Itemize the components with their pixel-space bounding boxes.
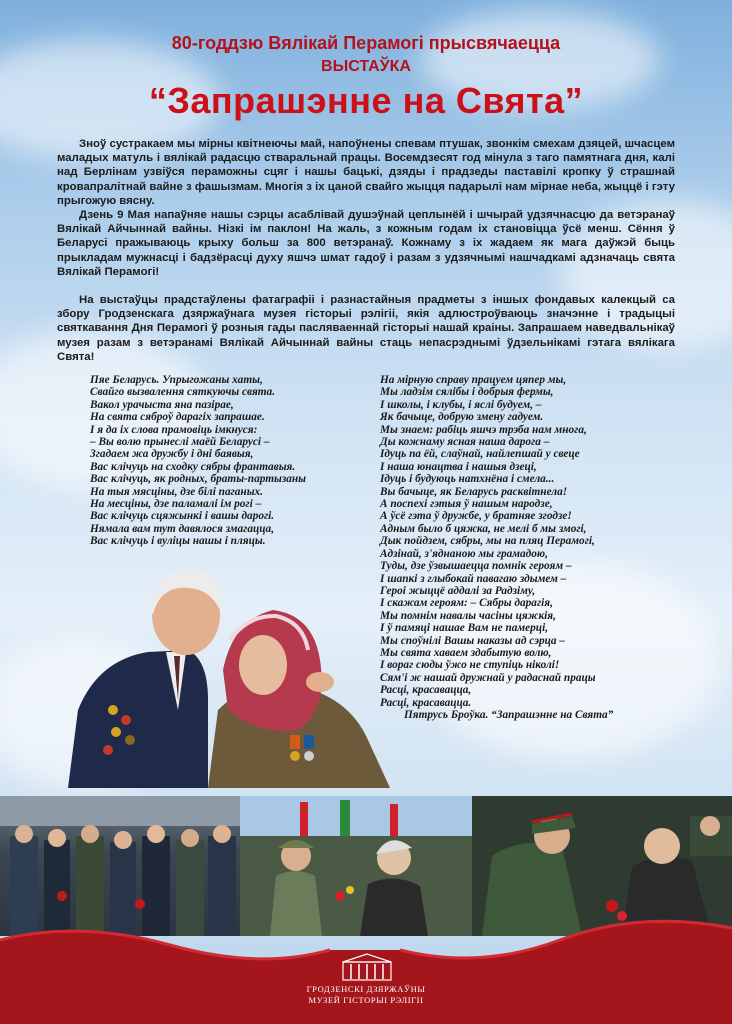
poem-line: І скажам героям: – Сябры дарагія, <box>380 597 553 610</box>
poem-line: Ды кожнаму ясная наша дарога – <box>380 436 550 449</box>
poem-line: Расці, красавацца. <box>380 696 472 709</box>
poem-line: Дык пойдзем, сябры, мы на пляц Перамогі, <box>380 535 595 548</box>
museum-logo-icon <box>335 952 399 982</box>
poem-line: Вас клічуць на сходку сябры франтавыя. <box>90 460 296 473</box>
poem-line: Пяе Беларусь. Упрыгожаны хаты, <box>90 374 263 386</box>
poem-line: Вакол урачыста яна пазірае, <box>90 398 234 411</box>
poem-line: Туды, дзе ўзвышаецца помнік героям – <box>380 560 572 573</box>
subtitle: 80-годдзю Вялікай Перамогі прысвячаецца <box>171 33 561 53</box>
museum-name-line: ГРОДЗЕНСКІ ДЗЯРЖАЎНЫ <box>306 984 426 994</box>
poem-line: Адзінай, з'яднаною мы грамадою, <box>380 547 548 560</box>
poem-line: А поспехі гэтыя ў нашым народзе, <box>380 498 553 511</box>
poem-right-column <box>380 374 613 721</box>
poem-line: І школы, і клубы, і яслі будуем, – <box>380 398 542 411</box>
poem-line: Мы споўнілі Вашы наказы ад сэрца – <box>380 634 566 647</box>
poem-line: На месціны, дзе паламалі ім рогі – <box>90 498 262 511</box>
poem-line: Вы бачыце, як Беларусь расквітнела! <box>380 485 568 498</box>
poem-signature: Пятрусь Броўка. “Запрашэнне на Свята” <box>404 708 614 721</box>
poem-line: Мы помнім навалы часіны цяжкія, <box>380 609 556 622</box>
poem-line: І я да іх слова прамовіць імкнуся: <box>90 423 258 436</box>
poem-line: Адным было б цяжка, не мелі б мы змогі, <box>380 522 587 535</box>
exhibition-label: ВЫСТАЎКА <box>321 58 411 75</box>
poem-line: Мы свята хаваем здабытую волю, <box>380 646 552 659</box>
poem-line: Як бачыце, добрую змену гадуем. <box>380 411 544 424</box>
veterans-photo <box>58 560 390 788</box>
intro-paragraph: Дзень 9 Мая напаўняе нашы сэрцы асаблівай душэўнай цеплынёй і шчырай удзячнасцю да ветэранаў Вялікай Айчыннай вайны. Нізкі ім паклон! На жаль, з кожным годам іх становіцца ўсё менш. Сёння ў Беларусі пражываюць крыху больш за 800 ветэранаў. Кожнаму з іх жадаем як мага даўжэй быць прыкладам мужнасці і бадзёрасці духу яшчэ шмат гадоў і разам з удзячнымі нашчадкамі адзначаць свята Вялікай Перамогі! <box>57 209 675 278</box>
poem-line: На тыя мясціны, дзе білі паганых. <box>90 485 264 498</box>
museum-name <box>0 984 732 1006</box>
poem-line: І ў памяці нашае Вам не памерці, <box>380 622 549 635</box>
poem-line: А ўсё гэта ў дружбе, у братняе згодзе! <box>380 510 572 523</box>
header <box>0 32 732 122</box>
poem-line: Вас клічуць і вуліцы нашы і пляцы. <box>90 535 266 548</box>
poem-line: Героі жыццё аддалі за Радзіму, <box>380 584 536 597</box>
poem-line: Вас клічуць, як родных, браты-партызаны <box>90 473 307 486</box>
intro-paragraph: Зноў сустракаем мы мірны квітнеючы май, напоўнены спевам птушак, звонкім смехам дзяцей, шчасцем маладых матуль і вялікай радасцю стваральнай працы. Восемдзесят год мінула з таго памятнага дня, калі над Берлінам узвіўся пераможны сцяг і нашы бацькі, дзяды і прадзеды паставілі кропку ў страшнай кровапралітнай вайне з фашызмам. Многія з іх цаной свайго жыцця падарылі нам мірнае неба, жыццё і гэту прыгожую вясну. <box>57 138 675 207</box>
poem-line: Мы ладзім сялібы і добрыя фермы, <box>380 386 554 399</box>
intro-text <box>57 137 675 364</box>
poem-line: На мірную справу працуем цяпер мы, <box>380 374 567 386</box>
poem-line: І вораг сюды ўжо не ступіць ніколі! <box>380 659 560 672</box>
poem-line: Ідуць і будуюць натхнёна і смела... <box>380 473 555 486</box>
museum-name-line: МУЗЕЙ ГІСТОРЫІ РЭЛІГІІ <box>308 995 424 1005</box>
poem-line: Ідуць па ёй, слаўнай, найлепшай у свеце <box>380 448 580 461</box>
poem-line: Вас клічуць сцяжынкі і вашы дарогі. <box>90 510 275 523</box>
poem-line: І наша юнацтва і нашыя дзеці, <box>380 460 537 473</box>
poem-line: Расці, красавацца, <box>380 684 472 697</box>
intro-paragraph: На выстаўцы прадстаўлены фатаграфіі і разнастайныя прадметы з іншых фондавых калекцый са збору Гродзенскага дзяржаўнага музея гісторыі рэлігіі, якія адлюстроўваюць значэнне і традыцыі святкавання Дня Перамогі ў розныя гады пасляваеннай гісторыі нашай краіны. Запрашаем наведвальнікаў музея разам з ветэранамі Вялікай Айчыннай вайны стаць непасрэднымі ўдзельнікамі гэтага вялікага Свята! <box>57 294 675 363</box>
poem-left-column <box>90 374 306 548</box>
poem-line: Мы знаем: рабіць яшчэ трэба нам многа, <box>380 423 587 436</box>
page-title: “Запрашэнне на Свята” <box>148 80 584 121</box>
poem-line: Свайго вызвалення сяткуючы свята. <box>90 386 276 399</box>
poem-line: – Вы волю прынеслі маёй Беларусі – <box>90 436 270 449</box>
poem-line: Нямала вам тут давялося змагацца, <box>90 522 275 535</box>
poem-line: Згадаем жа дружбу і дні баявыя, <box>90 448 254 461</box>
poem-line: І шапкі з глыбокай павагаю здымем – <box>380 572 567 585</box>
poem-line: На свята сяброў дарагіх запрашае. <box>90 411 265 424</box>
poem-line: Сям'і ж нашай дружнай у радаснай працы <box>380 671 596 684</box>
